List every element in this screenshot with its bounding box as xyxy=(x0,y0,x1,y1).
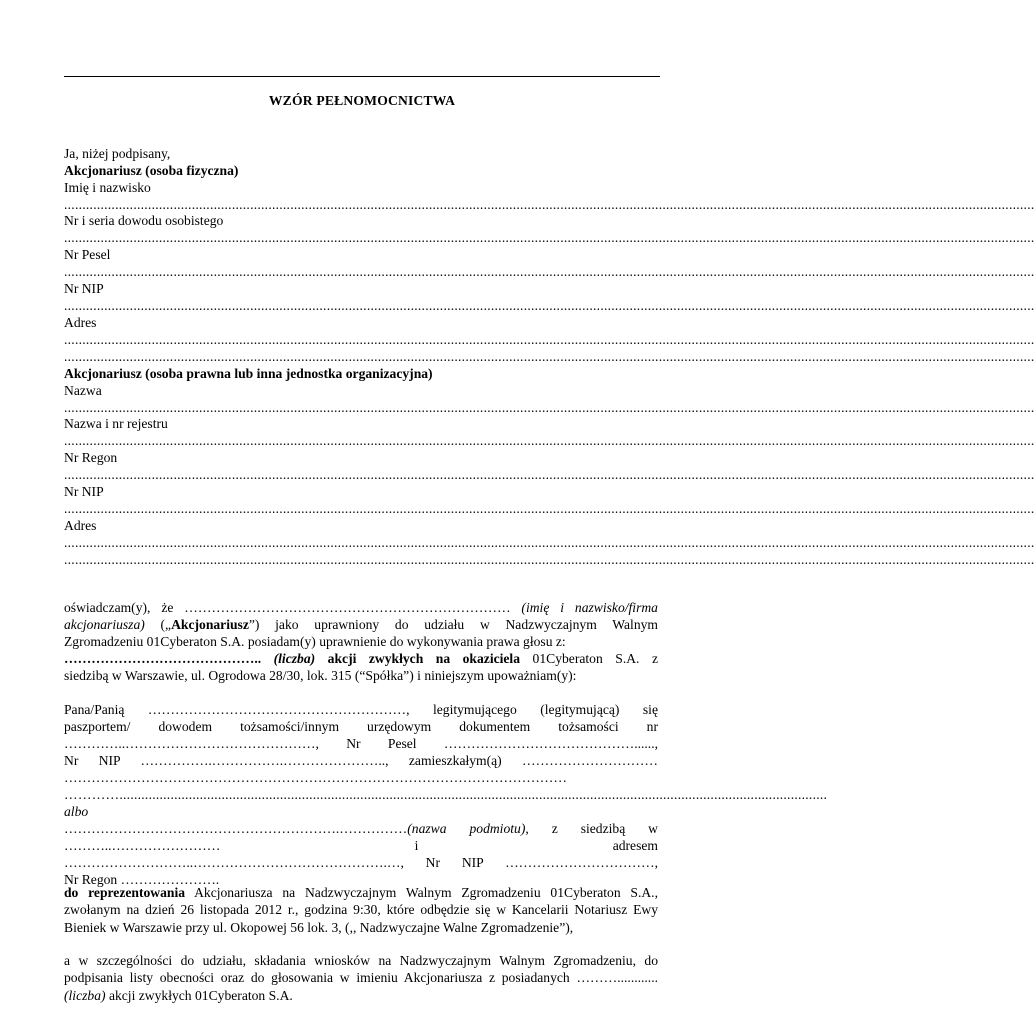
fill-line: .......................................................................................................................................................................................................................................................................... xyxy=(64,535,1034,550)
field-label-name: Imię i nazwisko xyxy=(64,180,151,195)
fill-line: .......................................................................................................................................................................................................................................................................... xyxy=(64,230,1034,245)
document-title: WZÓR PEŁNOMOCNICTWA xyxy=(268,93,456,108)
top-rule xyxy=(64,76,660,77)
fill-line: .......................................................................................................................................................................................................................................................................... xyxy=(64,501,1034,516)
field-label-pesel: Nr Pesel xyxy=(64,247,111,262)
entity-proxy-line-3: ………………………..…………………………………….…, Nr NIP ……………………………, xyxy=(64,855,658,870)
proxy-line-6: ………….................................................................................................................................................................................................. xyxy=(64,787,828,802)
field-label-id: Nr i seria dowodu osobistego xyxy=(64,213,224,228)
declaration-line-5: siedzibą w Warszawie, ul. Ogrodowa 28/30, lok. 315 (“Spółka”) i niniejszym upoważniam(y): xyxy=(64,668,577,683)
fill-line: .......................................................................................................................................................................................................................................................................... xyxy=(64,552,1034,567)
entity-proxy-line-4: Nr Regon …………………. xyxy=(64,872,220,887)
entity-proxy-line-1: …………………………………………………….……………(nazwa podmiotu), z siedzibą w xyxy=(64,821,658,836)
field-label-entity-name: Nazwa xyxy=(64,383,102,398)
declaration-line-2: akcjonariusza) („Akcjonariusz”) jako uprawniony do udziału w Nadzwyczajnym Walnym xyxy=(64,617,658,632)
fill-line: .......................................................................................................................................................................................................................................................................... xyxy=(64,433,1034,448)
alternative-label: albo xyxy=(64,804,89,819)
fill-line: .......................................................................................................................................................................................................................................................................... xyxy=(64,467,1034,482)
proxy-line-2: paszportem/ dowodem tożsamości/innym urzędowym dokumentem tożsamości nr xyxy=(64,719,658,734)
fill-line: .......................................................................................................................................................................................................................................................................... xyxy=(64,349,1034,364)
fill-line: .......................................................................................................................................................................................................................................................................... xyxy=(64,264,1034,279)
declaration-line-1: oświadczam(y), że ……………………………………………………………… (imię i nazwisko/firma xyxy=(64,600,658,615)
field-label-entity-nip: Nr NIP xyxy=(64,484,104,499)
final-paragraph: a w szczególności do udziału, składania wniosków na Nadzwyczajnym Walnym Zgromadzeniu, do podpisania listy obecności oraz do głosowania w imieniu Akcjonariusza z posiadanych ………............(liczba) akcji zwykłych 01Cyberaton S.A. xyxy=(64,953,658,1003)
fill-line: .......................................................................................................................................................................................................................................................................... xyxy=(64,197,1034,212)
proxy-line-4: Nr NIP …………….…………….………………….., zamieszkałym(ą) ………………………… xyxy=(64,753,658,768)
field-label-regon: Nr Regon xyxy=(64,450,118,465)
person-heading: Akcjonariusz (osoba fizyczna) xyxy=(64,163,239,178)
proxy-line-1: Pana/Panią …………………………………………………, legitymującego (legitymującą) się xyxy=(64,702,658,717)
fill-line: .......................................................................................................................................................................................................................................................................... xyxy=(64,298,1034,313)
fill-line: .......................................................................................................................................................................................................................................................................... xyxy=(64,400,1034,415)
representation-paragraph: do reprezentowania Akcjonariusza na Nadzwyczajnym Walnym Zgromadzeniu 01Cyberaton S.A., zwołanym na dzień 26 listopada 2012 r., godzina 9:30, które odbędzie się w Kancelarii Notariusz Ewy Bieniek w Warszawie przy ul. Okopowej 56 lok. 3, (,, Nadzwyczajne Walne Zgromadzenie”), xyxy=(64,885,658,935)
field-label-address: Adres xyxy=(64,315,97,330)
field-label-entity-address: Adres xyxy=(64,518,97,533)
entity-heading: Akcjonariusz (osoba prawna lub inna jednostka organizacyjna) xyxy=(64,366,433,381)
proxy-line-5: ………………………………………………………………………………………………… xyxy=(64,770,567,785)
field-label-registry: Nazwa i nr rejestru xyxy=(64,416,168,431)
field-label-nip: Nr NIP xyxy=(64,281,104,296)
entity-proxy-line-2: ………..…………………… i adresem xyxy=(64,838,658,853)
declaration-line-4: …………………………………….. (liczba) akcji zwykłych na okaziciela 01Cyberaton S.A. z xyxy=(64,651,658,666)
declaration-line-3: Zgromadzeniu 01Cyberaton S.A. posiadam(y) uprawnienie do wykonywania prawa głosu z: xyxy=(64,634,566,649)
intro-line: Ja, niżej podpisany, xyxy=(64,146,171,161)
fill-line: .......................................................................................................................................................................................................................................................................... xyxy=(64,332,1034,347)
proxy-line-3: …………..……………………………………, Nr Pesel ……………………………………......, xyxy=(64,736,658,751)
